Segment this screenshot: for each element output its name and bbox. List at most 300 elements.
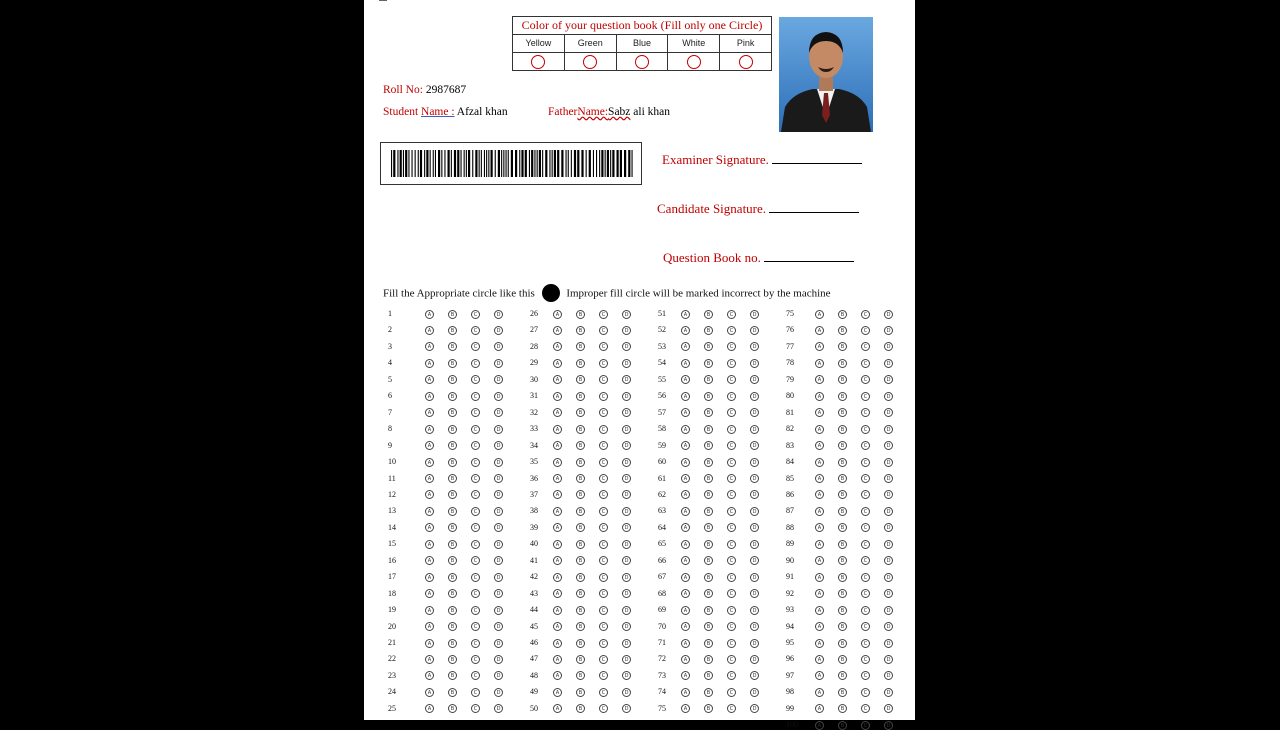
answer-bubble-b[interactable]: B [704,441,713,450]
answer-bubble-a[interactable]: A [425,573,434,582]
answer-bubble-c[interactable]: C [861,589,870,598]
answer-bubble-c[interactable]: C [861,556,870,565]
answer-bubble-b[interactable]: B [704,342,713,351]
answer-bubble-b[interactable]: B [838,704,847,713]
answer-bubble-c[interactable]: C [727,671,736,680]
answer-bubble-a[interactable]: A [425,458,434,467]
answer-bubble-a[interactable]: A [815,310,824,319]
answer-bubble-b[interactable]: B [838,589,847,598]
answer-bubble-a[interactable]: A [681,704,690,713]
answer-bubble-b[interactable]: B [838,556,847,565]
answer-bubble-a[interactable]: A [553,507,562,516]
answer-bubble-a[interactable]: A [553,655,562,664]
answer-bubble-a[interactable]: A [425,523,434,532]
answer-bubble-b[interactable]: B [704,622,713,631]
answer-bubble-a[interactable]: A [815,359,824,368]
answer-bubble-a[interactable]: A [815,375,824,384]
answer-bubble-a[interactable]: A [681,458,690,467]
answer-bubble-a[interactable]: A [553,540,562,549]
answer-bubble-b[interactable]: B [576,507,585,516]
answer-bubble-a[interactable]: A [425,375,434,384]
answer-bubble-b[interactable]: B [576,556,585,565]
answer-bubble-b[interactable]: B [576,408,585,417]
answer-bubble-b[interactable]: B [576,474,585,483]
answer-bubble-b[interactable]: B [448,441,457,450]
answer-bubble-c[interactable]: C [727,639,736,648]
answer-bubble-d[interactable]: D [884,326,893,335]
answer-bubble-d[interactable]: D [494,441,503,450]
answer-bubble-b[interactable]: B [838,326,847,335]
answer-bubble-a[interactable]: A [681,342,690,351]
answer-bubble-d[interactable]: D [884,490,893,499]
answer-bubble-c[interactable]: C [599,310,608,319]
answer-bubble-b[interactable]: B [704,606,713,615]
answer-bubble-a[interactable]: A [553,639,562,648]
answer-bubble-a[interactable]: A [815,425,824,434]
answer-bubble-d[interactable]: D [494,310,503,319]
answer-bubble-b[interactable]: B [576,655,585,664]
answer-bubble-c[interactable]: C [471,359,480,368]
answer-bubble-a[interactable]: A [815,704,824,713]
answer-bubble-c[interactable]: C [727,573,736,582]
answer-bubble-d[interactable]: D [884,474,893,483]
answer-bubble-b[interactable]: B [704,375,713,384]
answer-bubble-c[interactable]: C [471,375,480,384]
answer-bubble-b[interactable]: B [838,408,847,417]
answer-bubble-d[interactable]: D [750,671,759,680]
answer-bubble-d[interactable]: D [494,589,503,598]
answer-bubble-c[interactable]: C [471,606,480,615]
answer-bubble-a[interactable]: A [681,441,690,450]
answer-bubble-b[interactable]: B [448,573,457,582]
answer-bubble-d[interactable]: D [622,573,631,582]
answer-bubble-b[interactable]: B [576,458,585,467]
answer-bubble-b[interactable]: B [576,359,585,368]
answer-bubble-b[interactable]: B [704,326,713,335]
answer-bubble-c[interactable]: C [599,507,608,516]
answer-bubble-a[interactable]: A [553,523,562,532]
answer-bubble-a[interactable]: A [553,441,562,450]
answer-bubble-d[interactable]: D [750,458,759,467]
answer-bubble-c[interactable]: C [599,359,608,368]
answer-bubble-d[interactable]: D [750,540,759,549]
answer-bubble-c[interactable]: C [861,310,870,319]
answer-bubble-a[interactable]: A [681,622,690,631]
answer-bubble-c[interactable]: C [599,326,608,335]
answer-bubble-a[interactable]: A [553,392,562,401]
answer-bubble-c[interactable]: C [727,622,736,631]
answer-bubble-c[interactable]: C [599,458,608,467]
answer-bubble-b[interactable]: B [704,573,713,582]
answer-bubble-a[interactable]: A [815,573,824,582]
answer-bubble-b[interactable]: B [838,523,847,532]
answer-bubble-b[interactable]: B [838,375,847,384]
answer-bubble-d[interactable]: D [494,458,503,467]
answer-bubble-c[interactable]: C [861,721,870,730]
answer-bubble-c[interactable]: C [727,523,736,532]
answer-bubble-b[interactable]: B [448,392,457,401]
answer-bubble-a[interactable]: A [553,589,562,598]
answer-bubble-c[interactable]: C [727,606,736,615]
answer-bubble-d[interactable]: D [622,392,631,401]
answer-bubble-b[interactable]: B [838,688,847,697]
answer-bubble-b[interactable]: B [576,310,585,319]
answer-bubble-d[interactable]: D [884,375,893,384]
book-color-bubble-pink[interactable] [739,55,753,69]
answer-bubble-c[interactable]: C [471,639,480,648]
answer-bubble-d[interactable]: D [884,507,893,516]
answer-bubble-c[interactable]: C [599,375,608,384]
answer-bubble-d[interactable]: D [884,392,893,401]
answer-bubble-c[interactable]: C [861,639,870,648]
answer-bubble-b[interactable]: B [838,671,847,680]
answer-bubble-d[interactable]: D [494,556,503,565]
answer-bubble-c[interactable]: C [727,589,736,598]
answer-bubble-b[interactable]: B [704,474,713,483]
answer-bubble-b[interactable]: B [576,606,585,615]
answer-bubble-a[interactable]: A [553,688,562,697]
answer-bubble-a[interactable]: A [425,310,434,319]
answer-bubble-a[interactable]: A [425,359,434,368]
answer-bubble-a[interactable]: A [425,606,434,615]
answer-bubble-d[interactable]: D [884,589,893,598]
answer-bubble-c[interactable]: C [599,425,608,434]
answer-bubble-a[interactable]: A [553,310,562,319]
answer-bubble-d[interactable]: D [750,688,759,697]
answer-bubble-c[interactable]: C [861,359,870,368]
answer-bubble-a[interactable]: A [815,507,824,516]
answer-bubble-a[interactable]: A [553,573,562,582]
answer-bubble-c[interactable]: C [471,523,480,532]
answer-bubble-c[interactable]: C [599,573,608,582]
answer-bubble-d[interactable]: D [622,688,631,697]
answer-bubble-b[interactable]: B [704,639,713,648]
answer-bubble-c[interactable]: C [727,408,736,417]
answer-bubble-d[interactable]: D [622,523,631,532]
answer-bubble-a[interactable]: A [553,622,562,631]
answer-bubble-c[interactable]: C [861,606,870,615]
answer-bubble-b[interactable]: B [704,425,713,434]
answer-bubble-d[interactable]: D [622,342,631,351]
answer-bubble-d[interactable]: D [622,490,631,499]
answer-bubble-b[interactable]: B [448,655,457,664]
answer-bubble-b[interactable]: B [576,375,585,384]
answer-bubble-a[interactable]: A [553,458,562,467]
answer-bubble-a[interactable]: A [553,326,562,335]
answer-bubble-c[interactable]: C [471,326,480,335]
answer-bubble-d[interactable]: D [884,342,893,351]
answer-bubble-c[interactable]: C [599,392,608,401]
answer-bubble-d[interactable]: D [494,392,503,401]
answer-bubble-d[interactable]: D [494,606,503,615]
answer-bubble-c[interactable]: C [861,458,870,467]
answer-bubble-b[interactable]: B [704,704,713,713]
answer-bubble-c[interactable]: C [727,425,736,434]
answer-bubble-c[interactable]: C [599,655,608,664]
answer-bubble-a[interactable]: A [681,671,690,680]
answer-bubble-b[interactable]: B [448,507,457,516]
answer-bubble-a[interactable]: A [425,688,434,697]
answer-bubble-b[interactable]: B [576,639,585,648]
answer-bubble-d[interactable]: D [622,425,631,434]
answer-bubble-d[interactable]: D [884,441,893,450]
answer-bubble-a[interactable]: A [815,606,824,615]
answer-bubble-c[interactable]: C [471,573,480,582]
answer-bubble-b[interactable]: B [838,441,847,450]
answer-bubble-a[interactable]: A [553,490,562,499]
answer-bubble-c[interactable]: C [471,474,480,483]
answer-bubble-c[interactable]: C [471,310,480,319]
answer-bubble-d[interactable]: D [494,474,503,483]
answer-bubble-d[interactable]: D [750,622,759,631]
answer-bubble-b[interactable]: B [838,721,847,730]
answer-bubble-d[interactable]: D [494,507,503,516]
answer-bubble-a[interactable]: A [815,474,824,483]
answer-bubble-a[interactable]: A [425,655,434,664]
answer-bubble-a[interactable]: A [681,326,690,335]
answer-bubble-d[interactable]: D [622,375,631,384]
answer-bubble-b[interactable]: B [576,704,585,713]
answer-bubble-a[interactable]: A [425,622,434,631]
answer-bubble-b[interactable]: B [576,671,585,680]
answer-bubble-a[interactable]: A [815,540,824,549]
answer-bubble-b[interactable]: B [448,375,457,384]
answer-bubble-a[interactable]: A [553,359,562,368]
answer-bubble-d[interactable]: D [622,639,631,648]
answer-bubble-b[interactable]: B [838,540,847,549]
answer-bubble-d[interactable]: D [622,326,631,335]
answer-bubble-d[interactable]: D [622,606,631,615]
answer-bubble-b[interactable]: B [448,556,457,565]
answer-bubble-d[interactable]: D [750,342,759,351]
answer-bubble-d[interactable]: D [622,622,631,631]
answer-bubble-c[interactable]: C [471,688,480,697]
answer-bubble-c[interactable]: C [861,523,870,532]
answer-bubble-a[interactable]: A [553,375,562,384]
answer-bubble-d[interactable]: D [750,408,759,417]
answer-bubble-d[interactable]: D [622,359,631,368]
answer-bubble-c[interactable]: C [471,589,480,598]
answer-bubble-a[interactable]: A [681,359,690,368]
answer-bubble-c[interactable]: C [599,622,608,631]
answer-bubble-d[interactable]: D [494,425,503,434]
answer-bubble-a[interactable]: A [681,474,690,483]
answer-bubble-d[interactable]: D [750,507,759,516]
answer-bubble-b[interactable]: B [448,589,457,598]
answer-bubble-a[interactable]: A [815,458,824,467]
answer-bubble-c[interactable]: C [727,490,736,499]
answer-bubble-c[interactable]: C [861,671,870,680]
answer-bubble-b[interactable]: B [448,622,457,631]
answer-bubble-a[interactable]: A [815,688,824,697]
answer-bubble-b[interactable]: B [448,490,457,499]
answer-bubble-a[interactable]: A [681,639,690,648]
answer-bubble-d[interactable]: D [750,606,759,615]
answer-bubble-b[interactable]: B [448,540,457,549]
answer-bubble-a[interactable]: A [425,425,434,434]
answer-bubble-c[interactable]: C [471,458,480,467]
answer-bubble-d[interactable]: D [884,622,893,631]
answer-bubble-b[interactable]: B [838,425,847,434]
answer-bubble-d[interactable]: D [622,589,631,598]
answer-bubble-b[interactable]: B [576,589,585,598]
answer-bubble-d[interactable]: D [884,639,893,648]
answer-bubble-a[interactable]: A [425,556,434,565]
answer-bubble-b[interactable]: B [704,408,713,417]
answer-bubble-d[interactable]: D [750,310,759,319]
answer-bubble-b[interactable]: B [838,490,847,499]
answer-bubble-d[interactable]: D [750,655,759,664]
answer-bubble-a[interactable]: A [425,540,434,549]
answer-bubble-c[interactable]: C [727,556,736,565]
answer-bubble-d[interactable]: D [750,375,759,384]
answer-bubble-c[interactable]: C [599,556,608,565]
answer-bubble-a[interactable]: A [425,441,434,450]
answer-bubble-c[interactable]: C [727,704,736,713]
answer-bubble-a[interactable]: A [553,425,562,434]
answer-bubble-d[interactable]: D [750,490,759,499]
answer-bubble-b[interactable]: B [576,540,585,549]
answer-bubble-c[interactable]: C [599,688,608,697]
answer-bubble-d[interactable]: D [750,326,759,335]
answer-bubble-d[interactable]: D [494,540,503,549]
answer-bubble-c[interactable]: C [471,490,480,499]
answer-bubble-d[interactable]: D [884,556,893,565]
answer-bubble-a[interactable]: A [681,688,690,697]
answer-bubble-a[interactable]: A [425,589,434,598]
answer-bubble-b[interactable]: B [704,490,713,499]
answer-bubble-b[interactable]: B [576,392,585,401]
answer-bubble-b[interactable]: B [838,622,847,631]
answer-bubble-a[interactable]: A [425,704,434,713]
answer-bubble-b[interactable]: B [838,639,847,648]
answer-bubble-d[interactable]: D [494,639,503,648]
answer-bubble-d[interactable]: D [884,573,893,582]
answer-bubble-c[interactable]: C [599,408,608,417]
answer-bubble-c[interactable]: C [727,441,736,450]
answer-bubble-d[interactable]: D [622,507,631,516]
answer-bubble-d[interactable]: D [494,688,503,697]
answer-bubble-b[interactable]: B [576,441,585,450]
answer-bubble-c[interactable]: C [727,375,736,384]
answer-bubble-c[interactable]: C [727,342,736,351]
answer-bubble-c[interactable]: C [471,540,480,549]
answer-bubble-a[interactable]: A [425,639,434,648]
answer-bubble-b[interactable]: B [704,655,713,664]
answer-bubble-d[interactable]: D [494,704,503,713]
answer-bubble-c[interactable]: C [861,622,870,631]
answer-bubble-a[interactable]: A [815,523,824,532]
answer-bubble-c[interactable]: C [861,408,870,417]
answer-bubble-d[interactable]: D [494,326,503,335]
answer-bubble-d[interactable]: D [494,655,503,664]
answer-bubble-b[interactable]: B [576,573,585,582]
answer-bubble-b[interactable]: B [448,326,457,335]
answer-bubble-b[interactable]: B [838,507,847,516]
answer-bubble-c[interactable]: C [861,573,870,582]
answer-bubble-c[interactable]: C [471,556,480,565]
answer-bubble-c[interactable]: C [599,639,608,648]
answer-bubble-d[interactable]: D [750,589,759,598]
answer-bubble-c[interactable]: C [727,688,736,697]
answer-bubble-d[interactable]: D [750,639,759,648]
answer-bubble-a[interactable]: A [425,326,434,335]
answer-bubble-c[interactable]: C [861,688,870,697]
answer-bubble-a[interactable]: A [425,392,434,401]
answer-bubble-b[interactable]: B [576,688,585,697]
answer-bubble-c[interactable]: C [471,622,480,631]
answer-bubble-b[interactable]: B [704,589,713,598]
answer-bubble-a[interactable]: A [815,655,824,664]
answer-bubble-c[interactable]: C [727,540,736,549]
answer-bubble-c[interactable]: C [861,342,870,351]
answer-bubble-c[interactable]: C [471,655,480,664]
answer-bubble-d[interactable]: D [884,408,893,417]
answer-bubble-c[interactable]: C [471,704,480,713]
answer-bubble-c[interactable]: C [727,310,736,319]
answer-bubble-c[interactable]: C [599,671,608,680]
answer-bubble-d[interactable]: D [884,523,893,532]
answer-bubble-c[interactable]: C [599,704,608,713]
answer-bubble-d[interactable]: D [622,441,631,450]
answer-bubble-b[interactable]: B [704,556,713,565]
answer-bubble-c[interactable]: C [727,507,736,516]
answer-bubble-a[interactable]: A [681,375,690,384]
answer-bubble-a[interactable]: A [815,342,824,351]
answer-bubble-a[interactable]: A [425,507,434,516]
answer-bubble-b[interactable]: B [448,310,457,319]
answer-bubble-c[interactable]: C [471,392,480,401]
answer-bubble-a[interactable]: A [553,556,562,565]
answer-bubble-b[interactable]: B [576,425,585,434]
answer-bubble-d[interactable]: D [884,721,893,730]
answer-bubble-c[interactable]: C [599,606,608,615]
answer-bubble-d[interactable]: D [494,671,503,680]
answer-bubble-d[interactable]: D [622,458,631,467]
answer-bubble-c[interactable]: C [861,655,870,664]
answer-bubble-b[interactable]: B [448,606,457,615]
answer-bubble-c[interactable]: C [727,326,736,335]
answer-bubble-d[interactable]: D [494,622,503,631]
candidate-signature-line[interactable] [769,212,859,213]
answer-bubble-d[interactable]: D [750,474,759,483]
answer-bubble-b[interactable]: B [704,671,713,680]
answer-bubble-d[interactable]: D [750,523,759,532]
answer-bubble-d[interactable]: D [622,540,631,549]
answer-bubble-c[interactable]: C [471,408,480,417]
answer-bubble-b[interactable]: B [838,342,847,351]
answer-bubble-d[interactable]: D [622,474,631,483]
answer-bubble-c[interactable]: C [599,523,608,532]
answer-bubble-b[interactable]: B [704,523,713,532]
answer-bubble-b[interactable]: B [838,655,847,664]
answer-bubble-d[interactable]: D [884,359,893,368]
answer-bubble-c[interactable]: C [861,540,870,549]
answer-bubble-b[interactable]: B [704,507,713,516]
answer-bubble-d[interactable]: D [750,359,759,368]
answer-bubble-a[interactable]: A [425,671,434,680]
answer-bubble-b[interactable]: B [704,458,713,467]
answer-bubble-c[interactable]: C [861,392,870,401]
answer-bubble-b[interactable]: B [448,474,457,483]
answer-bubble-c[interactable]: C [727,392,736,401]
answer-bubble-a[interactable]: A [681,507,690,516]
answer-bubble-a[interactable]: A [815,639,824,648]
answer-bubble-b[interactable]: B [704,392,713,401]
answer-bubble-b[interactable]: B [704,688,713,697]
answer-bubble-b[interactable]: B [704,540,713,549]
answer-bubble-a[interactable]: A [815,408,824,417]
